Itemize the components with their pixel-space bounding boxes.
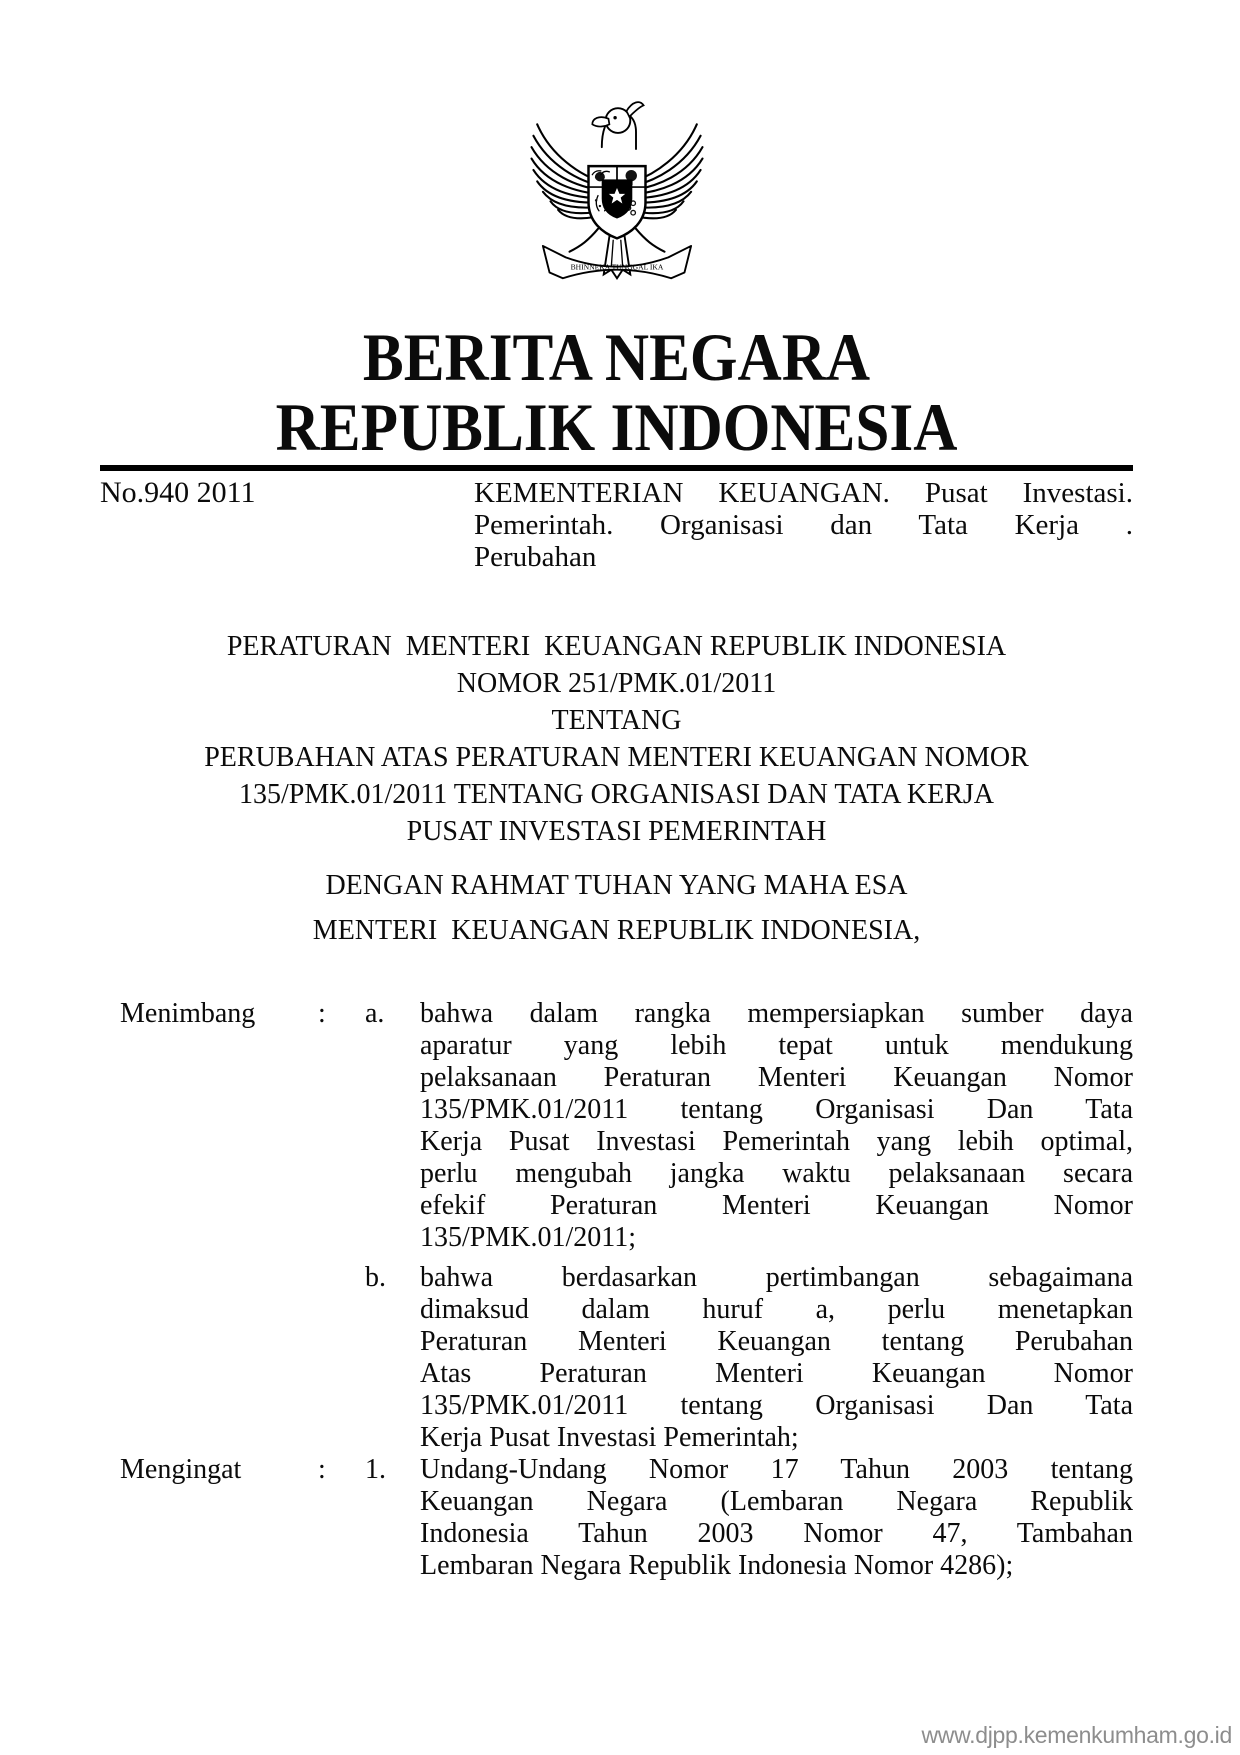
text-line: Lembaran Negara Republik Indonesia Nomor 4286); bbox=[420, 1550, 1014, 1581]
clause-label-empty bbox=[120, 1262, 318, 1454]
emblem-motto: BHINNEKA TUNGGAL IKA bbox=[570, 262, 663, 272]
regulation-heading bbox=[100, 628, 1133, 850]
text-line: efekif Peraturan Menteri Keuangan Nomor bbox=[420, 1190, 1133, 1221]
text-line: Keuangan Negara (Lembaran Negara Republik bbox=[420, 1486, 1133, 1517]
text-line: PUSAT INVESTASI PEMERINTAH bbox=[406, 816, 827, 847]
text-line: 135/PMK.01/2011 TENTANG ORGANISASI DAN TATA KERJA bbox=[238, 779, 994, 810]
clause-colon: : bbox=[318, 998, 326, 1029]
text-line: TENTANG bbox=[551, 705, 682, 736]
masthead bbox=[100, 88, 1133, 573]
text-line: perlu mengubah jangka waktu pelaksanaan secara bbox=[420, 1158, 1133, 1189]
text-line: Pemerintah. Organisasi dan Tata Kerja . bbox=[474, 509, 1133, 541]
text-line: bahwa berdasarkan pertimbangan sebagaimana bbox=[420, 1262, 1133, 1293]
text-line: bahwa dalam rangka mempersiapkan sumber daya bbox=[420, 998, 1133, 1029]
text-line: 135/PMK.01/2011; bbox=[420, 1222, 636, 1253]
clause-text bbox=[420, 998, 1133, 1254]
issue-number: No.940 2011 bbox=[100, 476, 256, 509]
clause-label: Mengingat bbox=[120, 1454, 242, 1485]
text-line: 135/PMK.01/2011 tentang Organisasi Dan Tata bbox=[420, 1094, 1133, 1125]
masthead-divider-rule bbox=[100, 465, 1133, 471]
text-line: NOMOR 251/PMK.01/2011 bbox=[456, 668, 777, 699]
invocation-line: DENGAN RAHMAT TUHAN YANG MAHA ESA bbox=[325, 870, 908, 901]
text-line: Perubahan bbox=[474, 541, 597, 573]
gazette-title-line2: REPUBLIK INDONESIA bbox=[275, 389, 958, 465]
gazette-title-line1: BERITA NEGARA bbox=[362, 319, 871, 395]
garuda-emblem-graphic bbox=[522, 88, 712, 288]
text-line: Atas Peraturan Menteri Keuangan Nomor bbox=[420, 1358, 1133, 1389]
text-line: Kerja Pusat Investasi Pemerintah yang lebih optimal, bbox=[420, 1126, 1133, 1157]
clause-marker: a. bbox=[365, 998, 385, 1029]
clause-mengingat-1 bbox=[100, 1454, 1133, 1582]
clause-text bbox=[420, 1454, 1133, 1582]
text-line: PERUBAHAN ATAS PERATURAN MENTERI KEUANGAN NOMOR bbox=[204, 742, 1029, 773]
clause-text bbox=[420, 1262, 1133, 1454]
garuda-pancasila-emblem bbox=[522, 88, 712, 288]
text-line: aparatur yang lebih tepat untuk mendukung bbox=[420, 1030, 1133, 1061]
watermark-url: www.djpp.kemenkumham.go.id bbox=[921, 1722, 1232, 1748]
clause-colon-empty bbox=[318, 1262, 365, 1454]
preamble bbox=[100, 998, 1133, 1582]
clause-colon: : bbox=[318, 1454, 326, 1485]
text-line: PERATURAN MENTERI KEUANGAN REPUBLIK INDONESIA bbox=[226, 631, 1007, 662]
text-line: Kerja Pusat Investasi Pemerintah; bbox=[420, 1422, 799, 1453]
clause-marker: b. bbox=[365, 1262, 386, 1293]
clause-marker: 1. bbox=[365, 1454, 386, 1485]
clause-menimbang-a bbox=[100, 998, 1133, 1254]
text-line: Peraturan Menteri Keuangan tentang Perubahan bbox=[420, 1326, 1133, 1357]
gazette-title bbox=[100, 319, 1133, 465]
subject-abstract bbox=[474, 477, 1133, 573]
clause-label: Menimbang bbox=[120, 998, 256, 1029]
text-line: pelaksanaan Peraturan Menteri Keuangan Nomor bbox=[420, 1062, 1133, 1093]
text-line: 135/PMK.01/2011 tentang Organisasi Dan Tata bbox=[420, 1390, 1133, 1421]
issue-row bbox=[100, 477, 1133, 573]
clause-menimbang-b bbox=[100, 1262, 1133, 1454]
text-line: Indonesia Tahun 2003 Nomor 47, Tambahan bbox=[420, 1518, 1133, 1549]
text-line: dimaksud dalam huruf a, perlu menetapkan bbox=[420, 1294, 1133, 1325]
text-line: KEMENTERIAN KEUANGAN. Pusat Investasi. bbox=[474, 477, 1133, 509]
text-line: Undang-Undang Nomor 17 Tahun 2003 tentang bbox=[420, 1454, 1133, 1485]
issuer-line: MENTERI KEUANGAN REPUBLIK INDONESIA, bbox=[312, 915, 921, 946]
